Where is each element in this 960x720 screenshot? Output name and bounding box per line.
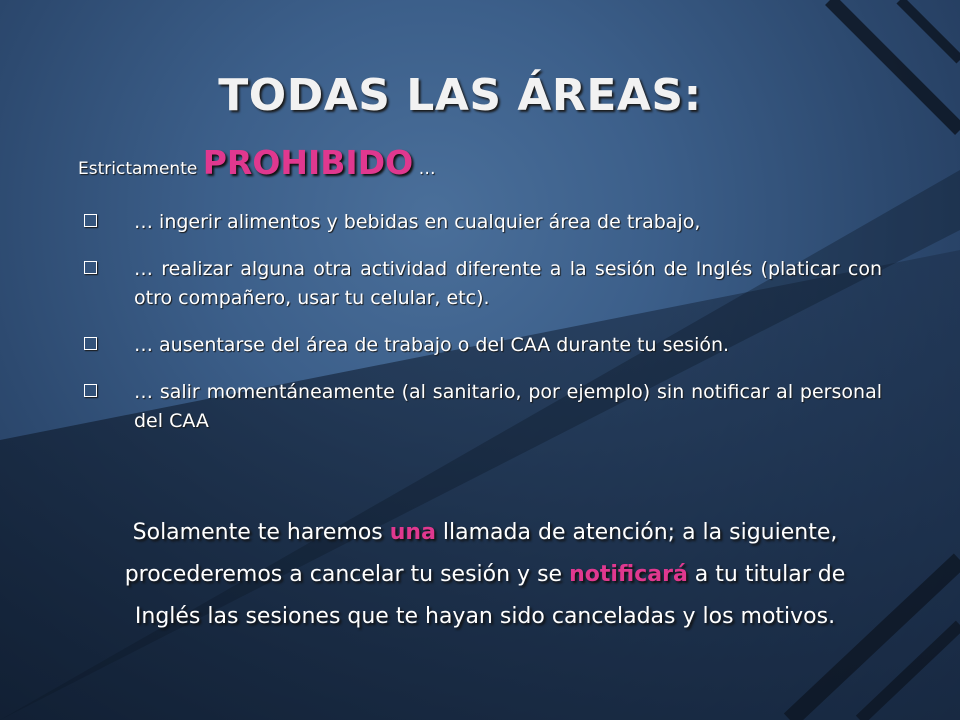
notice-emphasis-notificara: notificará	[569, 562, 688, 587]
list-item-text: … salir momentáneamente (al sanitario, por ejemplo) sin notificar al personal del CAA	[134, 381, 882, 432]
list-item	[78, 378, 882, 436]
subtitle-prefix: Estrictamente	[78, 159, 203, 179]
notice-emphasis-una: una	[389, 520, 436, 545]
square-bullet-icon	[78, 331, 134, 360]
list-item-text: … ingerir alimentos y bebidas en cualquier área de trabajo,	[134, 211, 701, 233]
notice-part3: a tu titular de Inglés las sesiones que te hayan sido canceladas y los motivos.	[134, 562, 846, 629]
list-item-text: … realizar alguna otra actividad diferente a la sesión de Inglés (platicar con otro compañero, usar tu celular, etc).	[134, 258, 882, 309]
square-bullet-icon	[78, 378, 134, 407]
list-item	[78, 255, 882, 313]
notice-part1: Solamente te haremos	[132, 520, 390, 545]
warning-notice	[100, 512, 870, 638]
subtitle-suffix: …	[413, 159, 436, 179]
notice-part2: llamada de atención; a la siguiente, procederemos a cancelar tu sesión y se	[124, 520, 838, 587]
slide-title: TODAS LAS ÁREAS:	[218, 70, 702, 121]
list-item	[78, 331, 882, 360]
list-item	[78, 208, 882, 237]
rules-list	[78, 208, 882, 454]
subtitle	[78, 143, 436, 182]
square-bullet-icon	[78, 208, 134, 237]
square-bullet-icon	[78, 255, 134, 284]
subtitle-emphasis: PROHIBIDO	[202, 143, 414, 182]
list-item-text: … ausentarse del área de trabajo o del CAA durante tu sesión.	[134, 334, 730, 356]
